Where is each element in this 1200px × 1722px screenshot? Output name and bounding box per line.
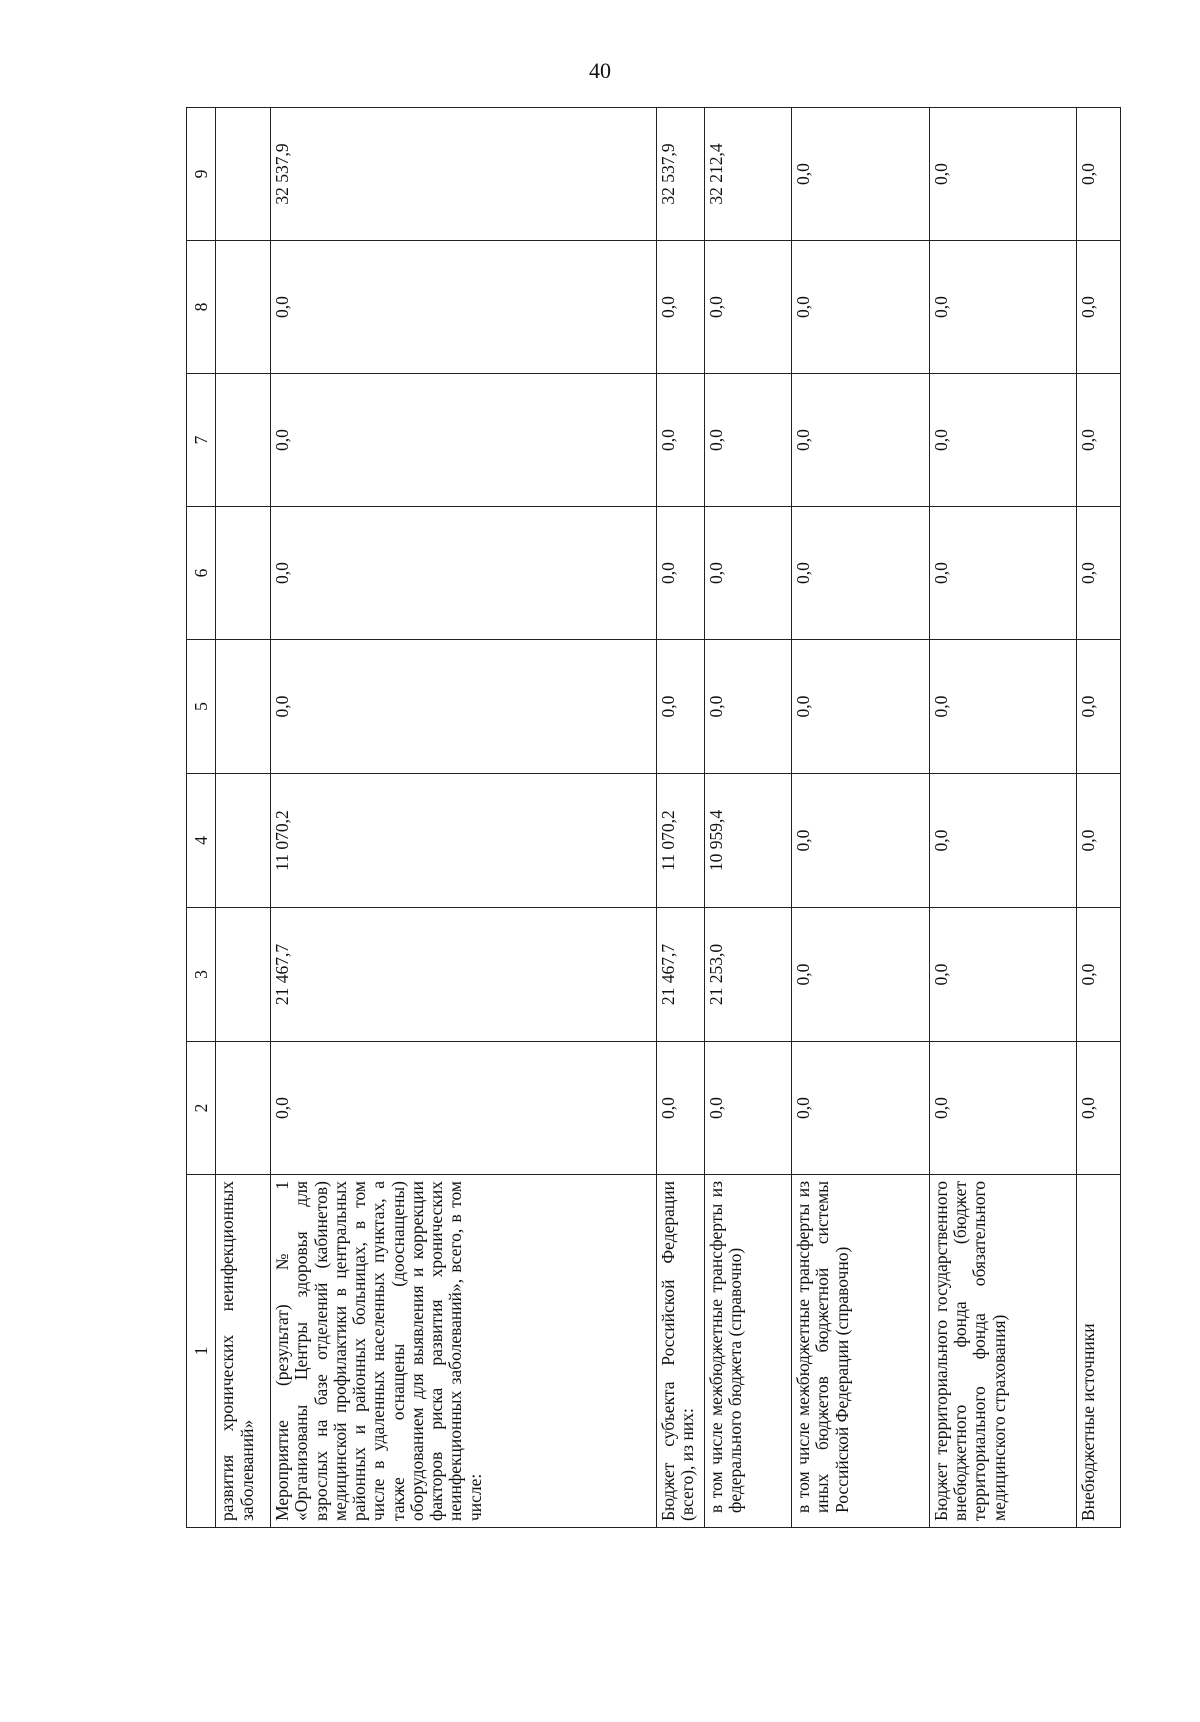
table-cell: 0,0 bbox=[271, 640, 657, 774]
table-cell bbox=[216, 908, 271, 1042]
table-header-row bbox=[187, 108, 216, 1528]
table-cell: 0,0 bbox=[656, 507, 704, 640]
row-label: Внебюджетные источники bbox=[1077, 1175, 1121, 1528]
table-cell: 0,0 bbox=[929, 774, 1076, 908]
column-header: 8 bbox=[187, 241, 216, 374]
table-cell: 0,0 bbox=[792, 640, 930, 774]
column-header: 3 bbox=[187, 908, 216, 1042]
table-cell bbox=[216, 374, 271, 507]
table-cell: 21 467,7 bbox=[271, 908, 657, 1042]
table-cell: 0,0 bbox=[792, 241, 930, 374]
table-cell: 11 070,2 bbox=[656, 774, 704, 908]
column-header: 4 bbox=[187, 774, 216, 908]
column-header: 7 bbox=[187, 374, 216, 507]
table-cell: 0,0 bbox=[704, 507, 791, 640]
table-cell: 0,0 bbox=[271, 1042, 657, 1175]
table-cell bbox=[216, 507, 271, 640]
table-cell: 0,0 bbox=[271, 507, 657, 640]
table-cell: 0,0 bbox=[792, 908, 930, 1042]
table-row bbox=[271, 108, 657, 1528]
table-cell: 0,0 bbox=[1077, 1042, 1121, 1175]
column-header: 2 bbox=[187, 1042, 216, 1175]
row-label: развития хронических неинфекционных заболеваний» bbox=[216, 1175, 271, 1528]
row-label: Бюджет субъекта Российской Федерации (всего), из них: bbox=[656, 1175, 704, 1528]
table-cell: 0,0 bbox=[929, 1042, 1076, 1175]
table-row bbox=[1077, 108, 1121, 1528]
page-number: 40 bbox=[589, 58, 611, 83]
table-row bbox=[656, 108, 704, 1528]
table-cell: 0,0 bbox=[792, 774, 930, 908]
table-cell: 0,0 bbox=[656, 374, 704, 507]
table-cell bbox=[216, 241, 271, 374]
table-row bbox=[216, 108, 271, 1528]
table-cell: 32 212,4 bbox=[704, 108, 791, 241]
column-header: 6 bbox=[187, 507, 216, 640]
table-cell: 0,0 bbox=[704, 374, 791, 507]
table-cell: 0,0 bbox=[929, 507, 1076, 640]
table-cell: 0,0 bbox=[1077, 108, 1121, 241]
table-cell bbox=[216, 640, 271, 774]
table-cell: 0,0 bbox=[929, 640, 1076, 774]
table-cell: 32 537,9 bbox=[656, 108, 704, 241]
table-cell: 0,0 bbox=[1077, 908, 1121, 1042]
table-row bbox=[792, 108, 930, 1528]
table-cell bbox=[216, 774, 271, 908]
column-header: 5 bbox=[187, 640, 216, 774]
rotated-table-container bbox=[186, 108, 1121, 1528]
table-cell: 0,0 bbox=[929, 241, 1076, 374]
row-label: Бюджет территориального государственного внебюджетного фонда (бюджет территориального фонда обязательного медицинского страхования) bbox=[929, 1175, 1076, 1528]
table-cell: 0,0 bbox=[704, 241, 791, 374]
table-cell: 0,0 bbox=[792, 374, 930, 507]
table-cell: 0,0 bbox=[1077, 507, 1121, 640]
table-cell bbox=[216, 1042, 271, 1175]
table-cell: 0,0 bbox=[929, 908, 1076, 1042]
table-cell: 21 467,7 bbox=[656, 908, 704, 1042]
table-cell: 0,0 bbox=[792, 1042, 930, 1175]
table-cell: 0,0 bbox=[271, 374, 657, 507]
table-cell: 0,0 bbox=[656, 640, 704, 774]
budget-table bbox=[186, 107, 1121, 1528]
row-label: в том числе межбюджетные трансферты из федерального бюджета (справочно) bbox=[704, 1175, 791, 1528]
table-cell: 0,0 bbox=[1077, 774, 1121, 908]
table-cell: 10 959,4 bbox=[704, 774, 791, 908]
column-header: 9 bbox=[187, 108, 216, 241]
column-header: 1 bbox=[187, 1175, 216, 1528]
table-cell: 11 070,2 bbox=[271, 774, 657, 908]
table-cell: 0,0 bbox=[1077, 640, 1121, 774]
table-cell: 0,0 bbox=[792, 108, 930, 241]
row-label: Мероприятие (результат) № 1 «Организованы Центры здоровья для взрослых на базе отделений (кабинетов) медицинской профилактики в центральных районных и районных больницах, в том числе в удаленных населенных пунктах, а также оснащены (дооснащены) оборудованием для выявления и коррекции факторов риска развития хронических неинфекционных заболеваний», всего, в том числе: bbox=[271, 1175, 657, 1528]
table-cell: 0,0 bbox=[656, 1042, 704, 1175]
table-cell: 0,0 bbox=[656, 241, 704, 374]
table-cell: 0,0 bbox=[704, 1042, 791, 1175]
table-cell bbox=[216, 108, 271, 241]
table-cell: 0,0 bbox=[1077, 241, 1121, 374]
table-row bbox=[704, 108, 791, 1528]
table-cell: 0,0 bbox=[792, 507, 930, 640]
table-row bbox=[929, 108, 1076, 1528]
row-label: в том числе межбюджетные трансферты из иных бюджетов бюджетной системы Российской Федерации (справочно) bbox=[792, 1175, 930, 1528]
table-cell: 0,0 bbox=[929, 108, 1076, 241]
table-cell: 32 537,9 bbox=[271, 108, 657, 241]
table-cell: 21 253,0 bbox=[704, 908, 791, 1042]
table-cell: 0,0 bbox=[1077, 374, 1121, 507]
table-cell: 0,0 bbox=[271, 241, 657, 374]
table-cell: 0,0 bbox=[929, 374, 1076, 507]
table-cell: 0,0 bbox=[704, 640, 791, 774]
